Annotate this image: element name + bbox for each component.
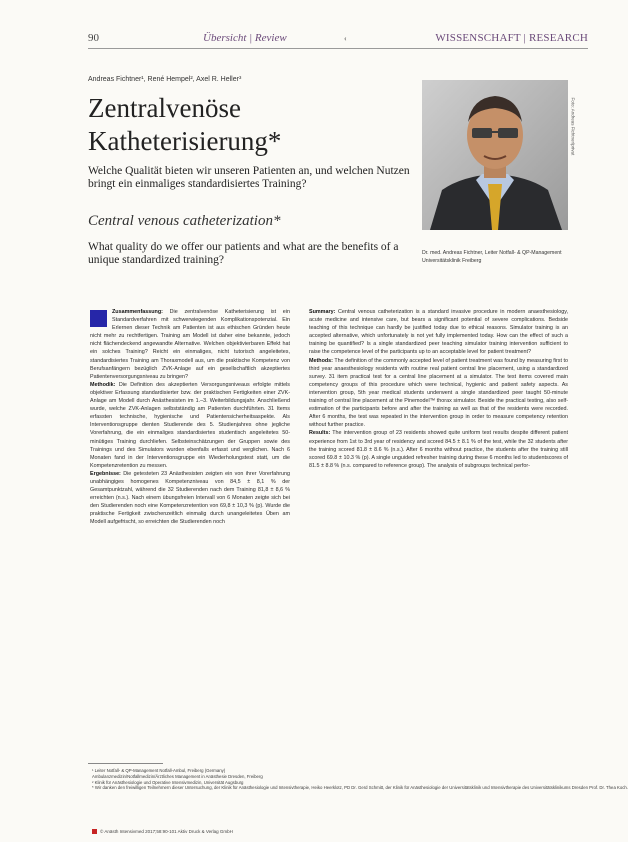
section-label-left: Übersicht | Review [203, 32, 287, 44]
text-summary: Central venous catheterization is a standard invasive procedure in modern anaesthesiology, acute medicine and intensive care, but bears a significant potential of severe complications. Bedside teaching of this technique can hardly be justified today due to ethical reasons. Simulator training is an accepted alternative, which unfortunately is not yet fully implemented today. How can the effect of such a training be quantified? Is a single standardized peer teaching simulator training intervention sufficient to raise the competence level of the participants up to an acceptable level for patient treatment? [309, 309, 568, 356]
footnote-2: ² Klinik für Anästhesiologie und Operative Intensivmedizin, Universität Augsburg [92, 779, 244, 785]
photo-caption: Dr. med. Andreas Fichtner, Leiter Notfall- & QP-Management Universitätsklinik Freiberg [422, 250, 562, 264]
portrait-image [422, 80, 568, 230]
footnote-rule [88, 763, 163, 764]
footnotes [92, 768, 628, 791]
abstract-zusammenfassung [90, 308, 290, 381]
running-header [88, 32, 588, 49]
abstract-results [309, 429, 568, 469]
red-square-icon [92, 829, 97, 834]
column-english [309, 308, 568, 470]
abstract-summary [309, 308, 568, 357]
article-subtitle: Welche Qualität bieten wir unseren Patienten an, und welchen Nutzen bringt ein einmaliges standardisiertes Training? [88, 165, 410, 190]
footnote-3: * Wir danken den freiwilligen Teilnehmern dieser Untersuchung, der Klinik für Anästhesiologie und Intensivtherapie, Heiko Heerklotz, PD Dr. Gerd Schmitt, der Klinik für Anästhesiologie der Universitätsklinik und Intensivtherapie des Universitätsklinikums Dresden Prof. Dr. Thea Koch. [92, 785, 628, 791]
photo-credit: Foto: Andreas Fichtner/privat [570, 97, 576, 156]
abstract-methods [309, 357, 568, 430]
article-title: Zentralvenöse Katheterisierung* [88, 93, 282, 156]
abstract-methodik [90, 381, 290, 470]
label-ergebnisse: Ergebnisse: [90, 470, 121, 477]
english-title: Central venous catheterization* [88, 213, 281, 229]
section-marker-square [90, 310, 107, 327]
label-methodik: Methodik: [90, 381, 116, 388]
text-methodik: Die Definition des akzeptierten Versorgungsniveaus erfolgte mittels objektiver Erfassung standardisierter bzw. der praktischen Fertigkeiten einer ZVK-Anlage am Modell durch Anästhesisten im 1.–3. Weiterbildungsjahr. Anschließend wurde, welche ZVK-Anlagen selbstständig am Patienten durchführten. 31 Items erfassten technische, hygienische und Patientensicherheitsaspekte. Als Interventionsgruppe dienten Studierende des 5. Studienjahres ohne jegliche Vorerfahrung, die ein einmaliges standardisiertes studentisch angeleitetes 50-minütiges Training durchliefen. Selbsteinschätzungen der Gruppen sowie des Trainings und des Simulators wurden ebenfalls erfasst und verglichen. Nach 6 Monaten fand in der Interventionsgruppe ein Wiederholungstest statt, um die Kompetenzretention zu messen. [90, 381, 290, 469]
label-results: Results: [309, 430, 331, 437]
footnote-1b: Ambulanzmedizin/Notfallmedizin/Ärztliches Management in Anästhesie Dresden, Freiberg [92, 773, 263, 779]
text-results: The intervention group of 23 residents showed quite uniform test results despite different patient experience from 1st to 3rd year of residency and scored 84.5 ± 8.1 % of the test, while the 32 students after the training scored 81.8 ± 8.6 % (n.s.). After 6 months without practice, the students after the training still scored 69.8 ± 10.3 % (p). A single unguided refresher training during these 6 months led to studentscores of 81.5 ± 8.8 % (n.s. compared to reference group). The analysis of subgroups technical perfor- [309, 430, 568, 469]
author-line: Andreas Fichtner¹, René Hempel², Axel R. Heller³ [88, 76, 242, 83]
text-zusammenfassung: Die zentralvenöse Katheterisierung ist ein Standardverfahren mit schwerwiegenden Komplikationspotenzial. Ein Erlernen dieser Technik am Patienten ist aus ethischen Gründen heute nicht mehr zu rechtfertigen. Training am Modell ist daher eine bekannte, jedoch nicht flächendeckend angewandte Alternative. Welchen objektivierbaren Effekt hat ein solches Training? Reicht ein einmaliges, nicht tutorisch angeleitetes, standardisiertes Training am Thoraxmodell aus, um die praktische Kompetenz von Berufsanfängern bezüglich ZVK-Anlage auf ein gesellschaftlich akzeptiertes Patientenversorgungsniveau zu bringen? [90, 309, 290, 380]
journal-citation [92, 829, 233, 834]
label-methods: Methods: [309, 357, 333, 364]
column-german [90, 308, 290, 527]
author-portrait [422, 80, 568, 230]
abstract-ergebnisse [90, 470, 290, 527]
header-marker: ‹ [344, 34, 347, 43]
text-ergebnisse: Die getesteten 23 Anästhesisten zeigten ein von ihrer Vorerfahrung unabhängiges homogenes Kompetenzniveau von 84,5 ± 8,1 % der Gesamtpunktzahl, während die 32 Studierenden nach dem Training 81,8 ± 8,6 % erreichten (n.s.). Nach einem übungsfreien Intervall von 6 Monaten zeigte sich bei den Studierenden noch eine Kompetenzretention von 69,8 ± 10,3 % (p). Wurde die praktische Fertigkeit zwischenzeitlich einmalig durch unangeleitetes Üben am Modell aufgefrischt, so erreichten die Studierenden noch [90, 470, 290, 526]
label-summary: Summary: [309, 309, 336, 315]
text-methods: The definition of the commonly accepted level of patient treatment was found by measuring first to third year anaesthesiology residents with routine real patient central line placement, using a standardized survey. 31 item practical test for a central line placement at a simulator. The test items covered main competency groups of this procedure which were technical, hygienic and patient safety aspects. As intervention group, 5th year medical students underwent a single standardized peer taught 50-minute training of central line placement at the Pinemodel™ thorax simulator. Beside the practical testing, also self-estimation of the participants before and after the training as well as that of the residents were recorded. After 6 months, the test was repeated in the intervention group in order to measure competency retention without further practice. [309, 357, 568, 429]
section-label-right: WISSENSCHAFT | RESEARCH [435, 32, 588, 44]
journal-citation-text: © Anästh Intensivmed 2017;58:90-101 Aktiv Druck & Verlag GmbH [100, 829, 233, 834]
english-subtitle: What quality do we offer our patients and what are the benefits of a unique standardized training? [88, 241, 399, 266]
footnote-1: ¹ Leiter Notfall- & QP-Management Notfall-Ambul, Freiberg (Germany) [92, 768, 226, 773]
page-number: 90 [88, 32, 99, 44]
label-zusammenfassung: Zusammenfassung: [112, 309, 163, 315]
